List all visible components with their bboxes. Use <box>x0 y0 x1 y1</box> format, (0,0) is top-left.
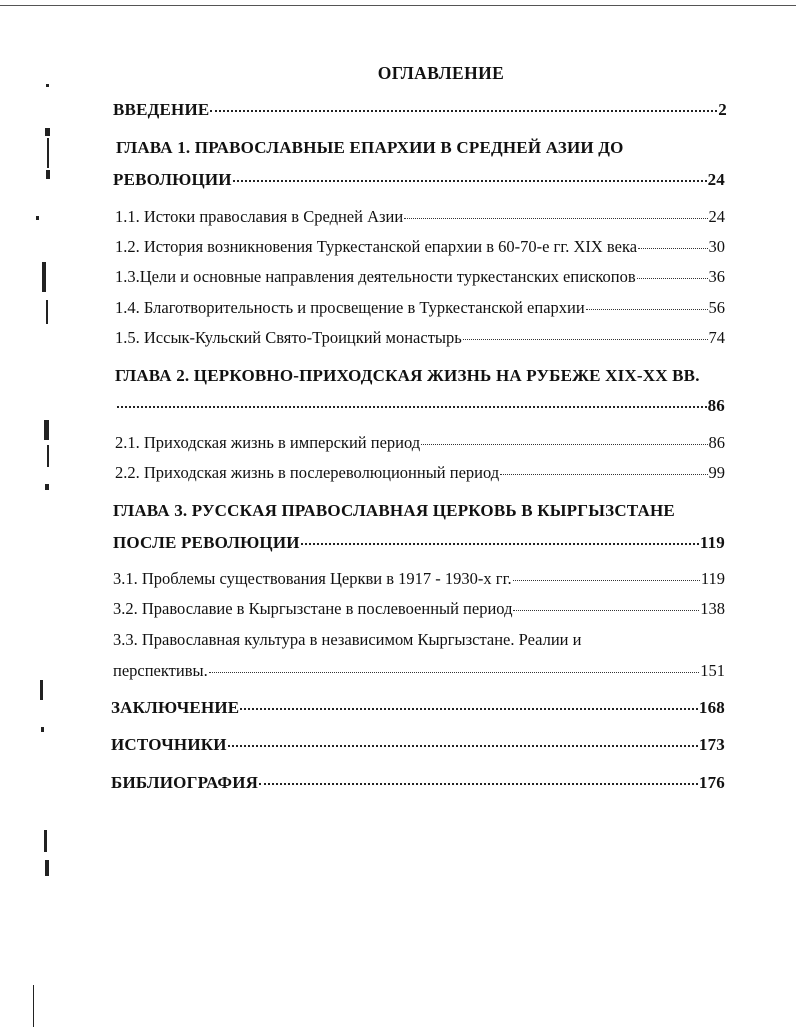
toc-leader <box>301 543 699 545</box>
toc-entry-intro[interactable] <box>113 100 727 120</box>
toc-label: 1.3.Цели и основные направления деятельности туркестанских епископов <box>115 267 636 286</box>
toc-entry-section-3-2[interactable] <box>113 599 725 619</box>
toc-leader <box>463 339 708 340</box>
toc-leader <box>228 745 698 747</box>
page-title: ОГЛАВЛЕНИЕ <box>377 63 505 83</box>
toc-leader <box>513 580 700 581</box>
toc-entry-chapter2[interactable] <box>116 396 725 416</box>
toc-label: БИБЛИОГРАФИЯ <box>111 773 259 792</box>
toc-entry-section-1-5[interactable] <box>115 328 725 348</box>
toc-page-number: 24 <box>707 170 725 189</box>
toc-leader <box>117 406 707 408</box>
toc-entry-bibliography[interactable] <box>111 773 725 793</box>
toc-page-number: 24 <box>708 207 725 226</box>
toc-entry-chapter3[interactable] <box>113 533 725 553</box>
margin-scan-marks <box>0 0 80 1027</box>
toc-page-number: 119 <box>700 569 725 588</box>
toc-entry-section-1-3[interactable] <box>115 267 725 287</box>
toc-page-number: 86 <box>707 396 725 415</box>
toc-label: 1.4. Благотворительность и просвещение в Туркестанской епархии <box>115 298 585 317</box>
toc-leader <box>240 708 698 710</box>
toc-label: ПОСЛЕ РЕВОЛЮЦИИ <box>113 533 300 552</box>
toc-leader <box>586 309 708 310</box>
toc-entry-conclusion[interactable] <box>111 698 725 718</box>
toc-entry-section-3-3[interactable] <box>113 661 725 681</box>
toc-page-number: 173 <box>698 735 725 754</box>
toc-entry-section-2-2[interactable] <box>115 463 725 483</box>
toc-section-3-3-line1[interactable]: 3.3. Православная культура в независимом Кыргызстане. Реалии и <box>113 630 582 649</box>
toc-label: РЕВОЛЮЦИИ <box>113 170 232 189</box>
toc-label: 2.2. Приходская жизнь в послереволюционный период <box>115 463 500 482</box>
toc-entry-section-1-2[interactable] <box>115 237 725 257</box>
toc-leader <box>638 248 707 249</box>
toc-page-number: 56 <box>708 298 725 317</box>
toc-page-number: 86 <box>708 433 725 452</box>
toc-page-number: 138 <box>700 599 725 618</box>
toc-label: перспективы. <box>113 661 208 680</box>
toc-entry-section-2-1[interactable] <box>115 433 725 453</box>
toc-page-number: 2 <box>718 100 727 119</box>
toc-chapter2-line1[interactable]: ГЛАВА 2. ЦЕРКОВНО-ПРИХОДСКАЯ ЖИЗНЬ НА РУБЕЖЕ XIX-XX ВВ. <box>115 366 700 385</box>
toc-leader <box>404 218 707 219</box>
toc-entry-section-1-1[interactable] <box>115 207 725 227</box>
toc-label: 3.2. Православие в Кыргызстане в послевоенный период <box>113 599 513 618</box>
scan-edge <box>0 0 796 6</box>
toc-page-number: 74 <box>708 328 725 347</box>
toc-page-number: 30 <box>708 237 725 256</box>
toc-chapter1-line1[interactable]: ГЛАВА 1. ПРАВОСЛАВНЫЕ ЕПАРХИИ В СРЕДНЕЙ АЗИИ ДО <box>116 138 624 157</box>
toc-page-number: 151 <box>700 661 725 680</box>
toc-entry-chapter1[interactable] <box>113 170 725 190</box>
toc-page-number: 99 <box>708 463 725 482</box>
toc-label: 1.1. Истоки православия в Средней Азии <box>115 207 404 226</box>
toc-page-number: 36 <box>708 267 725 286</box>
toc-leader <box>210 110 717 112</box>
toc-leader <box>500 474 707 475</box>
toc-label: ИСТОЧНИКИ <box>111 735 227 754</box>
toc-label: ВВЕДЕНИЕ <box>113 100 210 119</box>
toc-label: 1.5. Иссык-Кульский Свято-Троицкий монастырь <box>115 328 462 347</box>
toc-page-number: 168 <box>698 698 725 717</box>
toc-leader <box>259 783 698 785</box>
toc-entry-section-1-4[interactable] <box>115 298 725 318</box>
toc-entry-sources[interactable] <box>111 735 725 755</box>
toc-leader <box>209 672 700 673</box>
toc-label: 1.2. История возникновения Туркестанской епархии в 60-70-е гг. XIX века <box>115 237 638 256</box>
toc-entry-section-3-1[interactable] <box>113 569 725 589</box>
toc-leader <box>233 180 707 182</box>
toc-page-number: 119 <box>699 533 725 552</box>
toc-leader <box>513 610 699 611</box>
toc-leader <box>637 278 708 279</box>
toc-label: 3.1. Проблемы существования Церкви в 1917 - 1930-х гг. <box>113 569 512 588</box>
toc-label: 2.1. Приходская жизнь в имперский период <box>115 433 421 452</box>
toc-label: ЗАКЛЮЧЕНИЕ <box>111 698 240 717</box>
toc-chapter3-line1[interactable]: ГЛАВА 3. РУССКАЯ ПРАВОСЛАВНАЯ ЦЕРКОВЬ В КЫРГЫЗСТАНЕ <box>113 501 675 520</box>
toc-leader <box>421 444 707 445</box>
toc-page-number: 176 <box>698 773 725 792</box>
